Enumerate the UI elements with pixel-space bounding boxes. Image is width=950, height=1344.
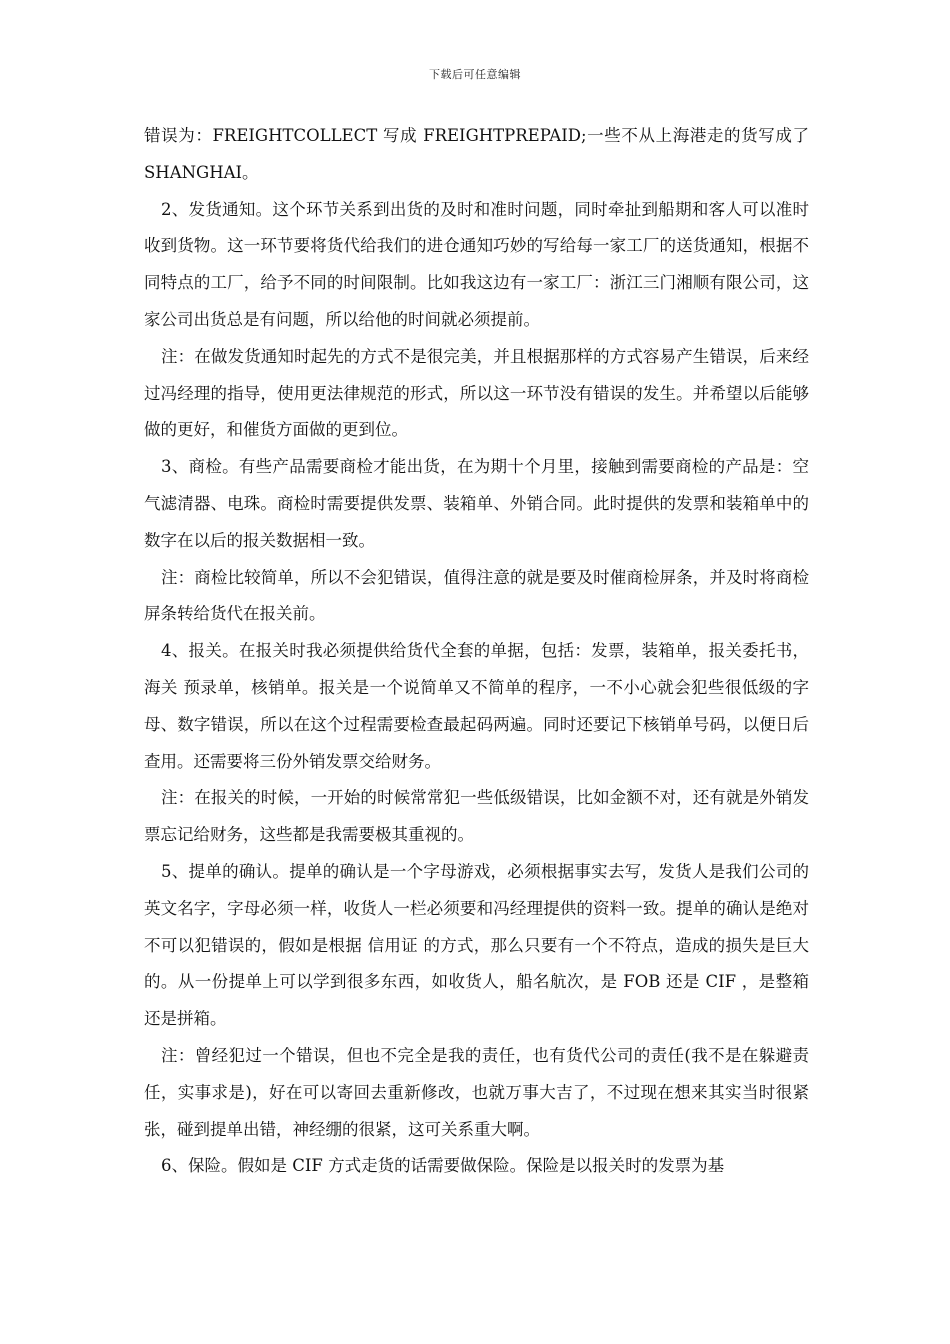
paragraph-customs-declaration: 4、报关。在报关时我必须提供给货代全套的单据，包括：发票，装箱单，报关委托书， 海关 预录单，核销单。报关是一个说简单又不简单的程序，一不小心就会犯些很低级的字母、数字错误，所以在这个过程需要检查最起码两遍。同时还要记下核销单号码，以便日后查用。还需要将三份外销发票交给财务。	[144, 641, 809, 771]
paragraph-bill-of-lading-remark: 注：曾经犯过一个错误，但也不完全是我的责任，也有货代公司的责任(我不是在躲避责任，实事求是)，好在可以寄回去重新修改，也就万事大吉了，不过现在想来其实当时很紧张，碰到提单出错，神经绷的很紧，这可关系重大啊。	[144, 1045, 809, 1139]
paragraph-error-note: 错误为：FREIGHTCOLLECT 写成 FREIGHTPREPAID;一些不从上海港走的货写成了SHANGHAI。	[144, 126, 809, 182]
header-note: 下载后可任意编辑	[429, 68, 521, 81]
paragraph-inspection-remark: 注：商检比较简单，所以不会犯错误，值得注意的就是要及时催商检屏条，并及时将商检屏条转给货代在报关前。	[144, 567, 809, 624]
document-body	[144, 118, 809, 1185]
paragraph-bill-of-lading: 5、提单的确认。提单的确认是一个字母游戏，必须根据事实去写，发货人是我们公司的英文名字，字母必须一样，收货人一栏必须要和冯经理提供的资料一致。提单的确认是绝对不可以犯错误的，假如是根据 信用证 的方式，那么只要有一个不符点，造成的损失是巨大的。从一份提单上可以学到很多东西，如收货人，船名航次，是 FOB 还是 CIF ，是整箱还是拼箱。	[144, 861, 809, 1029]
paragraph-commodity-inspection: 3、商检。有些产品需要商检才能出货，在为期十个月里，接触到需要商检的产品是：空气滤清器、电珠。商检时需要提供发票、装箱单、外销合同。此时提供的发票和装箱单中的数字在以后的报关数据相一致。	[144, 457, 809, 550]
paragraph-customs-remark: 注：在报关的时候，一开始的时候常常犯一些低级错误，比如金额不对，还有就是外销发票忘记给财务，这些都是我需要极其重视的。	[144, 788, 809, 845]
paragraph-shipping-notice: 2、发货通知。这个环节关系到出货的及时和准时问题，同时牵扯到船期和客人可以准时收到货物。这一环节要将货代给我们的进仓通知巧妙的写给每一家工厂的送货通知，根据不同特点的工厂，给予不同的时间限制。比如我这边有一家工厂：浙江三门湘顺有限公司，这家公司出货总是有问题，所以给他的时间就必须提前。	[144, 199, 809, 329]
paragraph-insurance: 6、保险。假如是 CIF 方式走货的话需要做保险。保险是以报关时的发票为基	[161, 1156, 725, 1176]
paragraph-shipping-notice-remark: 注：在做发货通知时起先的方式不是很完美，并且根据那样的方式容易产生错误，后来经过冯经理的指导，使用更法律规范的形式，所以这一环节没有错误的发生。并希望以后能够做的更好，和催货方面做的更到位。	[144, 346, 809, 440]
